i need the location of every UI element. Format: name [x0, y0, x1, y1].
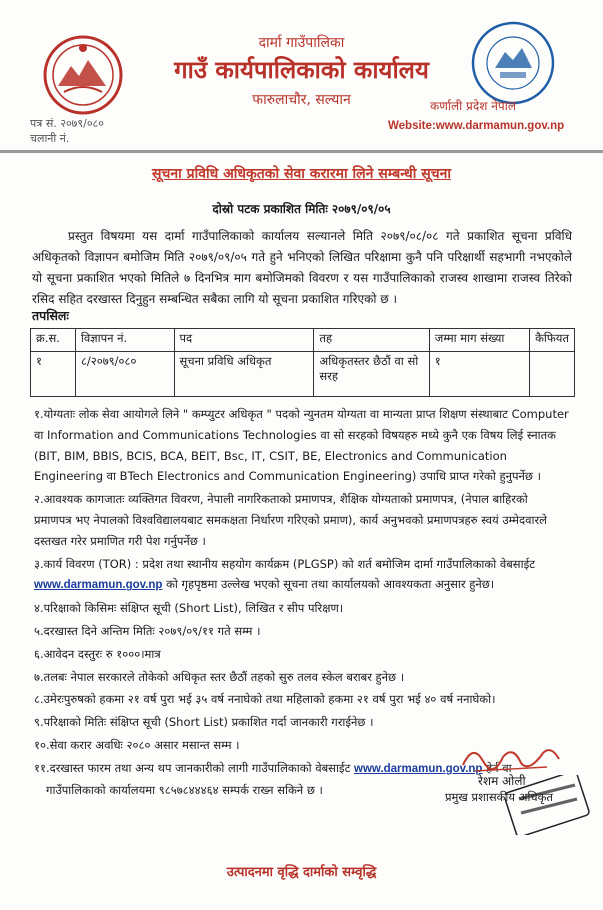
office-title: गाउँ कार्यपालिकाको कार्यालय — [174, 56, 429, 84]
item-text: ११.दरखास्त फारम तथा अन्य थप जानकारीको लागी गाउँपालिकाको वेबसाईट — [34, 760, 351, 775]
col-header-sn: क्र.स. — [31, 329, 76, 352]
list-item: ५.दरखास्त दिने अन्तिम मितिः २०७९/०९/११ गते सम्म । — [34, 623, 261, 638]
website-link[interactable]: www.darmamun.gov.np — [34, 579, 163, 592]
website-link[interactable]: www.darmamun.gov.np — [354, 762, 483, 775]
col-header-ad-no: विज्ञापन नं. — [75, 329, 174, 352]
cell-level: अधिकृतस्तर छैठौं वा सो सरह — [314, 352, 429, 397]
province-label: कर्णाली प्रदेश नेपाल — [430, 99, 516, 113]
notice-subject: सूचना प्रविधि अधिकृतको सेवा करारमा लिने सम्बन्धी सूचना — [152, 166, 451, 182]
vacancy-table — [30, 328, 575, 397]
list-item: ६.आवेदन दस्तुरः रु १०००।मात्र — [34, 646, 161, 661]
publication-date: दोस्रो पटक प्रकाशित मितिः २०७९/०९/०५ — [212, 202, 391, 216]
cell-sn: १ — [31, 352, 76, 397]
list-item: १.योग्यताः लोक सेवा आयोगले लिने " कम्प्युटर अधिकृत " पदको न्युनतम योग्यता वा मान्यता प्राप्त शिक्षण संस्थाबाट Computer वा Information and Communications Technologies वा सो सरहको विषयहरु मध्ये कुनै एक विषय लिई स्नातक (BIT, BIM, BBIS, BCIS, BCA, BEIT, Bsc, IT, CSIT, BE, Electronics and Communication Engineering वा BTech Electronics and Communication Engineering) उपाधि प्राप्त गरेको हुनुपर्नेछ । — [34, 407, 569, 484]
table-row — [31, 352, 575, 397]
notice-body: प्रस्तुत विषयमा यस दार्मा गाउँपालिकाको कार्यालय सल्यानले मिति २०७९/०८/०८ गते प्रकाशित सूचना प्रविधि अधिकृतको विज्ञापन बमोजिम मिति २०७९/०९/०५ गते हुने भनिएको लिखित परिक्षामा कुनै पनि परिक्षार्थी सहभागी नभएकोले यो सूचना प्रकाशित भएको मितिले ७ दिनभित्र माग बमोजिमको विवरण र यस गाउँपालिकाको राजस्व शाखामा राजस्व तिरेको रसिद सहित दरखास्त दिनुहुन सम्बन्धित सबैका लागि यो सूचना प्रकाशित गरिएको छ । — [32, 229, 572, 306]
item-text: ३.कार्य विवरण (TOR) : प्रदेश तथा स्थानीय सहयोग कार्यक्रम (PLGSP) को शर्त बमोजिम दार्मा गाउँपालिकाको वेबसाईट — [34, 556, 536, 571]
item-text: गाउँपालिकाको कार्यालयमा ९८५७८४४४६४ सम्पर्क राख्न सकिने छ । — [46, 782, 323, 797]
reference-number: पत्र सं. २०७९/०८० — [30, 117, 104, 130]
list-item: ४.परिक्षाको किसिमः संक्षिप्त सूची (Short List), लिखित र सीप परिक्षण। — [34, 601, 344, 616]
header-divider — [0, 150, 603, 153]
cell-remarks — [530, 352, 575, 397]
cell-demand: १ — [429, 352, 529, 397]
col-header-post: पद — [174, 329, 314, 352]
item-text: हेर्न वा — [486, 760, 512, 775]
list-item: १०.सेवा करार अवधिः २०८० असार मसान्त सम्म । — [34, 737, 240, 752]
signatory-title: प्रमुख प्रशासकीय अधिकृत — [445, 790, 553, 804]
dispatch-number: चलानी नं. — [30, 132, 70, 145]
col-header-remarks: कैफियत — [530, 329, 575, 352]
footer-slogan: उत्पादनमा वृद्धि दार्माको सम्वृद्धि — [226, 865, 377, 880]
list-item — [34, 554, 569, 597]
list-item: २.आवश्यक कागजातः व्यक्तिगत विवरण, नेपाली नागरिकताको प्रमाणपत्र, शैक्षिक योग्यताको प्रमाणपत्र, (नेपाल बाहिरको प्रमाणपत्र भए नेपालको विश्वविद्यालयबाट समकक्षता निर्धारण गरिएको प्रमाण), कार्य अनुभवको प्रमाणपत्रहरु स्वयं उम्मेदवारले दस्तखत गरेर प्रमाणित गरी पेश गर्नुपर्नेछ । — [34, 492, 547, 548]
list-item: ८.उमेरःपुरुषको हकमा २१ वर्ष पुरा भई ३५ वर्ष ननाघेको तथा महिलाको हकमा २१ वर्ष पुरा भई ४० वर्ष ननाघेको। — [34, 692, 496, 707]
item-text: को गृहपृष्ठमा उल्लेख भएको सूचना तथा कार्यालयको आवश्यकता अनुसार हुनेछ। — [166, 577, 495, 592]
list-item: ७.तलबः नेपाल सरकारले तोकेको अधिकृत स्तर छैठौं तहको सुरु तलव स्केल बराबर हुनेछ । — [34, 669, 405, 684]
org-name: दार्मा गाउँपालिका — [258, 35, 345, 51]
list-item: ९.परिक्षाको मितिः संक्षिप्त सूची (Short List) प्रकाशित गर्दा जानकारी गराईनेछ । — [34, 715, 374, 730]
col-header-demand: जम्मा माग संख्या — [429, 329, 529, 352]
signatory-name: रेशम ओली — [478, 774, 526, 788]
details-label: तपसिलः — [32, 308, 69, 323]
office-location: फारुलाचौर, सल्यान — [252, 92, 351, 108]
cell-post: सूचना प्रविधि अधिकृत — [174, 352, 314, 397]
official-stamp — [505, 775, 590, 835]
website-link[interactable]: Website:www.darmamun.gov.np — [388, 120, 565, 132]
table-header-row — [31, 329, 575, 352]
col-header-level: तह — [314, 329, 429, 352]
cell-ad-no: ८/२०७९/०८० — [75, 352, 174, 397]
